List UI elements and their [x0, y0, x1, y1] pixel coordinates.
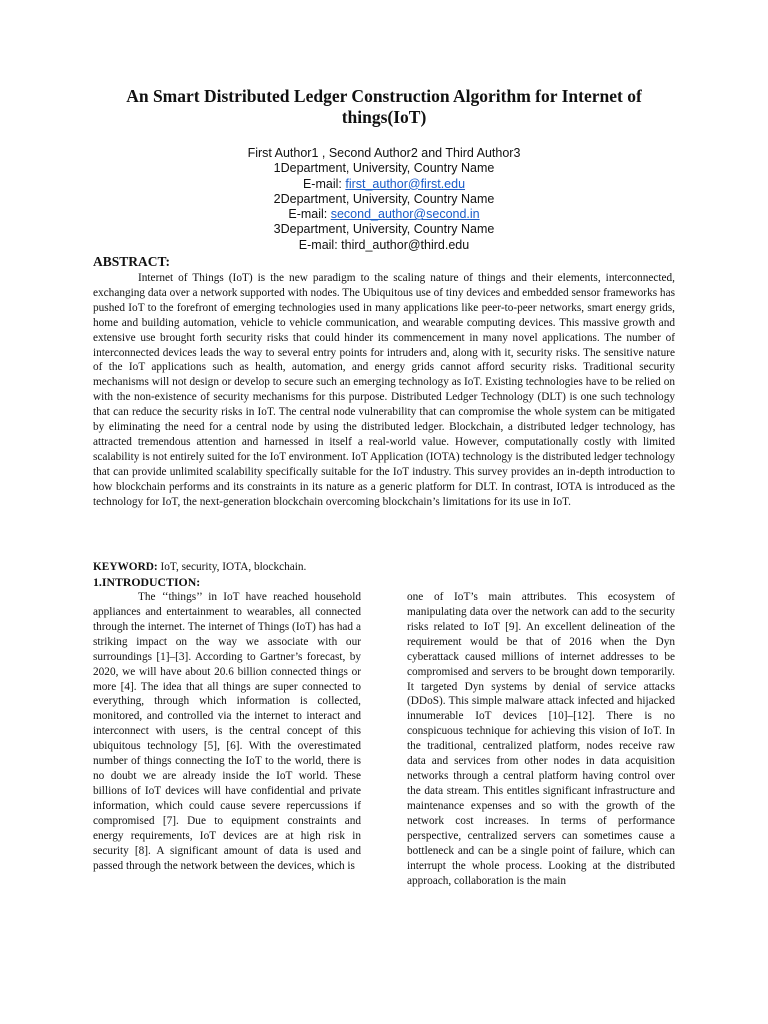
email-line-1: [90, 177, 678, 192]
affiliation-1: 1Department, University, Country Name: [273, 161, 495, 176]
affiliation-2: 2Department, University, Country Name: [273, 191, 495, 206]
keyword-label: KEYWORD:: [93, 561, 158, 573]
author-names: First Author1 , Second Author2 and Third Author3: [247, 146, 521, 160]
introduction-column-left: The ‘‘things’’ in IoT have reached household appliances and entertainment to wearables, all connected through the internet. The internet of Things (IoT) has had a striking impact on the way we associate with our surroundings [1]–[3]. According to Gartner’s forecast, by 2020, we will have about 20.6 billion connected things or more [4]. The idea that all things are super connected to everything, through which information is collected, monitored, and controlled via the internet to interact and interconnect with users, is the central concept of this ubiquitous technology [5], [6]. With the overestimated number of things connecting the IoT to the world, there is no doubt we are already inside the IoT world. These billions of IoT devices will have confidential and private information, which could cause severe repercussions if compromised [7]. Due to equipment constraints and energy requirements, IoT devices are at high risk in security [8]. A significant amount of data is used and passed through the network between the devices, which is: [93, 591, 361, 872]
email-line-3: E-mail: third_author@third.edu: [298, 237, 470, 252]
keyword-list: IoT, security, IOTA, blockchain.: [157, 561, 307, 573]
email-label-1: E-mail:: [302, 176, 346, 191]
affiliation-3: 3Department, University, Country Name: [273, 222, 495, 237]
abstract-heading: ABSTRACT:: [93, 254, 171, 269]
email-link-1[interactable]: first_author@first.edu: [345, 176, 466, 191]
keyword-line: [93, 560, 306, 575]
email-link-2[interactable]: second_author@second.in: [330, 207, 480, 222]
email-line-2: [90, 207, 678, 222]
abstract-text: Internet of Things (IoT) is the new paradigm to the scaling nature of things and their elements, interconnected, exchanging data over a network supported with nodes. The Ubiquitous use of tiny devices and embedded sensor frameworks has pushed IoT to the forefront of emerging technologies used in many applications like peer-to-peer networks, smart energy grids, home and building automation, vehicle to vehicle communication, and wearable computing devices. This massive growth and extensive use brought forth security risks that could hinder its commencement in many novel applications. The number of interconnected devices leads the way to several entry points for intruders and, along with it, security risks. The sensitive nature of the IoT applications such as health, automation, and energy grids cannot afford security risks. Traditional security mechanisms will not design or develop to secure such an emerging technology as IoT. Existing technologies have to be relied on with the non-existence of security mechanisms for this purpose. Distributed Ledger Technology (DLT) is one such technology that can reduce the security risks in IoT. The central node vulnerability that can compromise the whole system can be mitigated by eliminating the need for a central node by using the distributed ledger. Blockchain, a distributed ledger technology, has attracted tremendous attention and harnessed in itself a real-world value. However, computationally costly with limited scalability is not entirely suited for the IoT environment. IoT Application (IOTA) technology is the distributed ledger technology that can provide unlimited scalability specifically suitable for the IoT industry. This survey provides an in-depth introduction to how blockchain performs and its constraints in its nature as a generic platform for DLT. In contrast, IOTA is introduced as the technology for IoT, the next-generation blockchain overcoming blockchain’s limitations for its use in IoT.: [93, 272, 675, 508]
paper-title: An Smart Distributed Ledger Construction Algorithm for Internet of things(IoT): [126, 86, 642, 127]
introduction-column-right: one of IoT’s main attributes. This ecosystem of manipulating data over the network can add to the security risks related to IoT [9]. An excellent delineation of the requirement would be that of 2016 when the Dyn cyberattack caused millions of internet addresses to be compromised and servers to be brought down temporarily. It targeted Dyn systems by denial of service attacks (DDoS). This simple malware attack infected and hijacked innumerable IoT devices [10]–[12]. There is no conspicuous technique for achieving this vision of IoT. In the traditional, centralized platform, nodes receive raw data and services from other nodes in data acquisition networks through a central platform having control over the data stream. This entitles significant infrastructure and maintenance expenses and so with the growth of the network cost increases. In terms of performance perspective, centralized servers can sometimes cause a bottleneck and can be a single point of failure, which can interrupt the whole process. Looking at the distributed approach, collaboration is the main: [407, 591, 675, 887]
email-label-2: E-mail:: [288, 207, 331, 222]
author-block: [90, 146, 678, 253]
introduction-heading: 1.INTRODUCTION:: [93, 575, 201, 589]
